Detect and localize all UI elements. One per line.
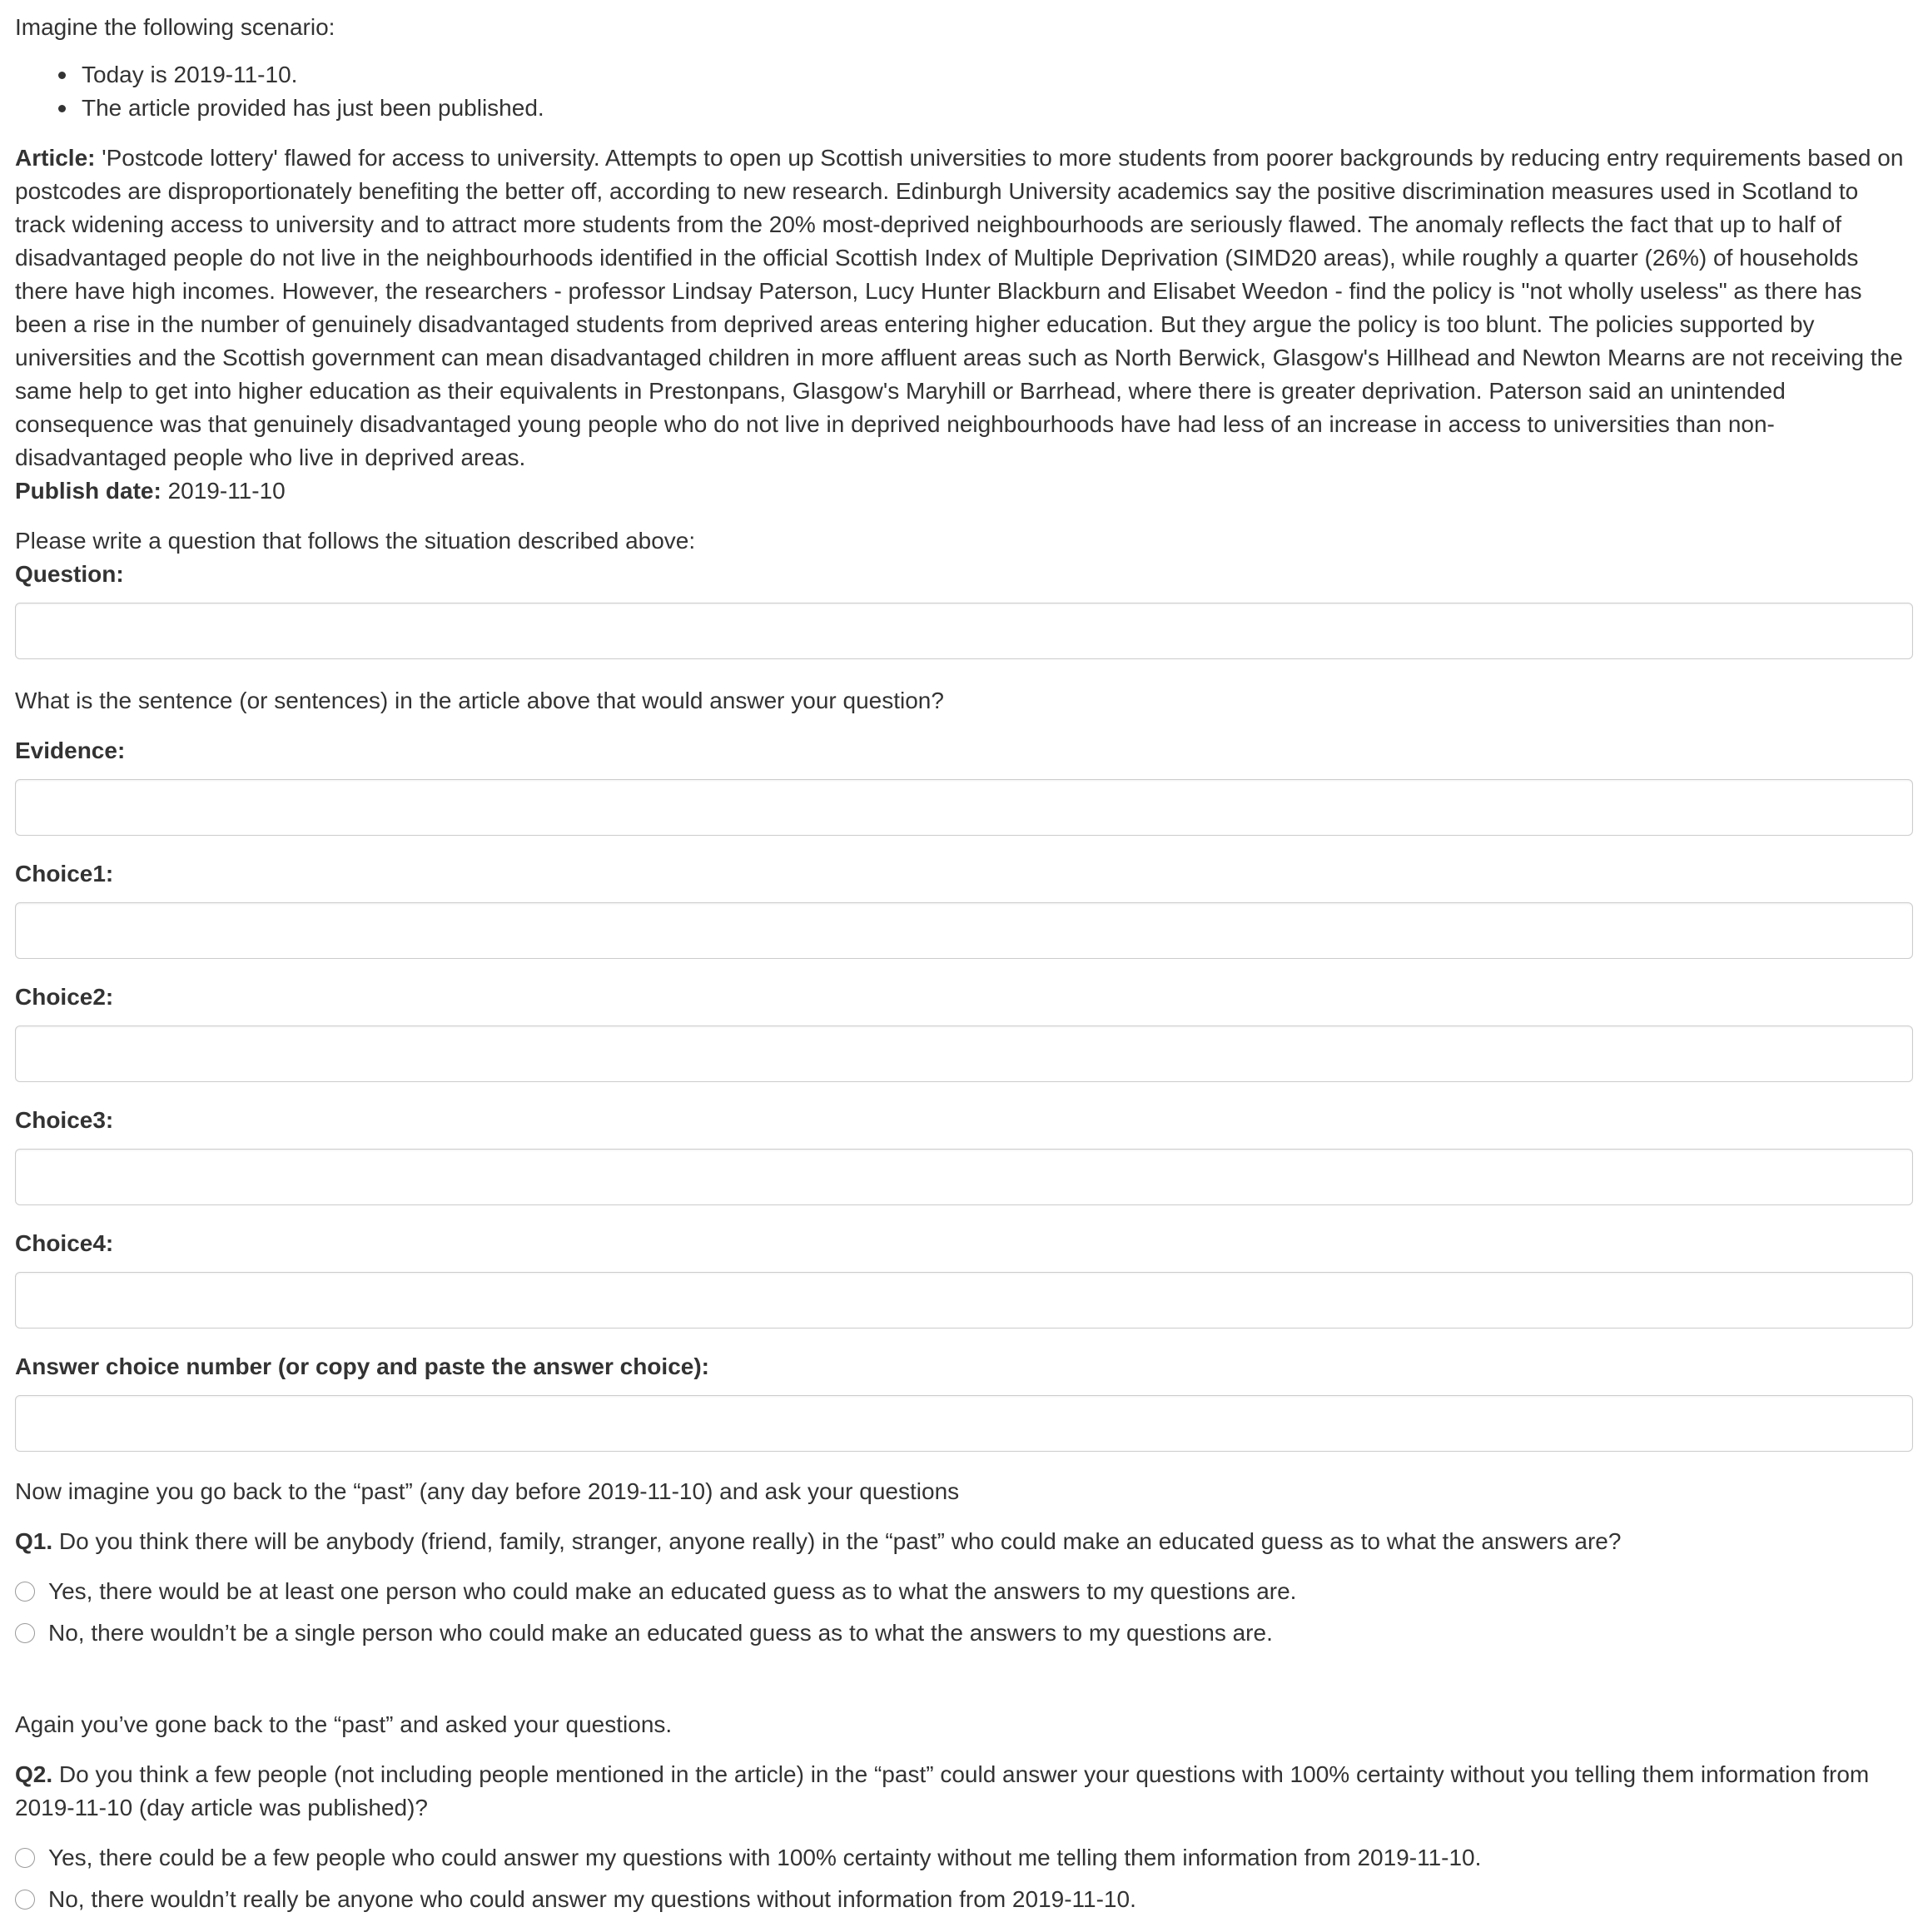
q2-yes-radio[interactable] <box>15 1848 35 1868</box>
article-text: 'Postcode lottery' flawed for access to university. Attempts to open up Scottish universities to more students from poorer backgrounds by reducing entry requirements based on postcodes are disproportionately benefiting the better off, according to new research. Edinburgh University academics say the positive discrimination measures used in Scotland to track widening access to university and to attract more students from the 20% most-deprived neighbourhoods are seriously flawed. The anomaly reflects the fact that up to half of disadvantaged people do not live in the neighbourhoods identified in the official Scottish Index of Multiple Deprivation (SIMD20 areas), while roughly a quarter (26%) of households there have high incomes. However, the researchers - professor Lindsay Paterson, Lucy Hunter Blackburn and Elisabet Weedon - find the policy is "not wholly useless" as there has been a rise in the number of genuinely disadvantaged students from deprived areas entering higher education. But they argue the policy is too blunt. The policies supported by universities and the Scottish government can mean disadvantaged children in more affluent areas such as North Berwick, Glasgow's Hillhead and Newton Mearns are not receiving the same help to get into higher education as their equivalents in Prestonpans, Glasgow's Maryhill or Barrhead, where there is greater deprivation. Paterson said an unintended consequence was that genuinely disadvantaged young people who do not live in deprived neighbourhoods have had less of an increase in access to universities than non-disadvantaged people who live in deprived areas. <box>15 145 1904 470</box>
task-page <box>0 11 1928 1916</box>
q1-yes-label: Yes, there would be at least one person who could make an educated guess as to what the answers to my questions are. <box>48 1578 1297 1604</box>
answer-label: Answer choice number (or copy and paste the answer choice): <box>15 1353 709 1379</box>
q2-text: Do you think a few people (not including people mentioned in the article) in the “past” could answer your questions with 100% certainty without you telling them information from 2019-11-10 (day article was published)? <box>15 1761 1870 1820</box>
choice1-label: Choice1: <box>15 861 114 887</box>
q1-option-no[interactable] <box>15 1617 1913 1650</box>
q2-no-radio[interactable] <box>15 1890 35 1910</box>
bullet-today: Today is 2019-11-10. <box>82 58 1913 92</box>
q1-option-yes[interactable] <box>15 1575 1913 1608</box>
article-block <box>15 142 1913 508</box>
evidence-prompt: What is the sentence (or sentences) in the article above that would answer your question? <box>15 688 944 713</box>
evidence-input[interactable] <box>15 779 1913 836</box>
q2-intro: Again you’ve gone back to the “past” and asked your questions. <box>15 1711 673 1737</box>
q1-text: Do you think there will be anybody (friend, family, stranger, anyone really) in the “past” who could make an educated guess as to what the answers are? <box>58 1528 1622 1554</box>
q1-yes-radio[interactable] <box>15 1582 35 1602</box>
article-label: Article: <box>15 145 96 171</box>
q1-options <box>15 1575 1913 1650</box>
q2-no-label: No, there wouldn’t really be anyone who could answer my questions without information from 2019-11-10. <box>48 1886 1136 1912</box>
scenario-intro: Imagine the following scenario: <box>15 14 335 40</box>
choice2-label: Choice2: <box>15 984 114 1010</box>
choice1-input[interactable] <box>15 902 1913 959</box>
question-prompt: Please write a question that follows the situation described above: <box>15 528 696 554</box>
question-input[interactable] <box>15 603 1913 659</box>
q1-question <box>15 1525 1913 1558</box>
q1-no-label: No, there wouldn’t be a single person who could make an educated guess as to what the answers to my questions are. <box>48 1620 1273 1646</box>
q1-no-radio[interactable] <box>15 1623 35 1643</box>
q2-options <box>15 1841 1913 1916</box>
q1-label: Q1. <box>15 1528 53 1554</box>
answer-input[interactable] <box>15 1395 1913 1452</box>
question-label: Question: <box>15 561 124 587</box>
choice3-label: Choice3: <box>15 1107 114 1133</box>
choice4-input[interactable] <box>15 1272 1913 1329</box>
choice4-label: Choice4: <box>15 1230 114 1256</box>
evidence-label: Evidence: <box>15 738 126 763</box>
bullet-published: The article provided has just been published. <box>82 92 1913 125</box>
q2-yes-label: Yes, there could be a few people who could answer my questions with 100% certainty without me telling them information from 2019-11-10. <box>48 1845 1482 1870</box>
choice3-input[interactable] <box>15 1149 1913 1205</box>
choice2-input[interactable] <box>15 1026 1913 1082</box>
q2-question <box>15 1758 1913 1825</box>
scenario-bullets <box>15 58 1913 125</box>
publish-date-value: 2019-11-10 <box>167 478 286 504</box>
publish-date-label: Publish date: <box>15 478 161 504</box>
q1-intro: Now imagine you go back to the “past” (any day before 2019-11-10) and ask your questions <box>15 1478 960 1504</box>
q2-option-yes[interactable] <box>15 1841 1913 1875</box>
q2-label: Q2. <box>15 1761 53 1787</box>
q2-option-no[interactable] <box>15 1883 1913 1916</box>
